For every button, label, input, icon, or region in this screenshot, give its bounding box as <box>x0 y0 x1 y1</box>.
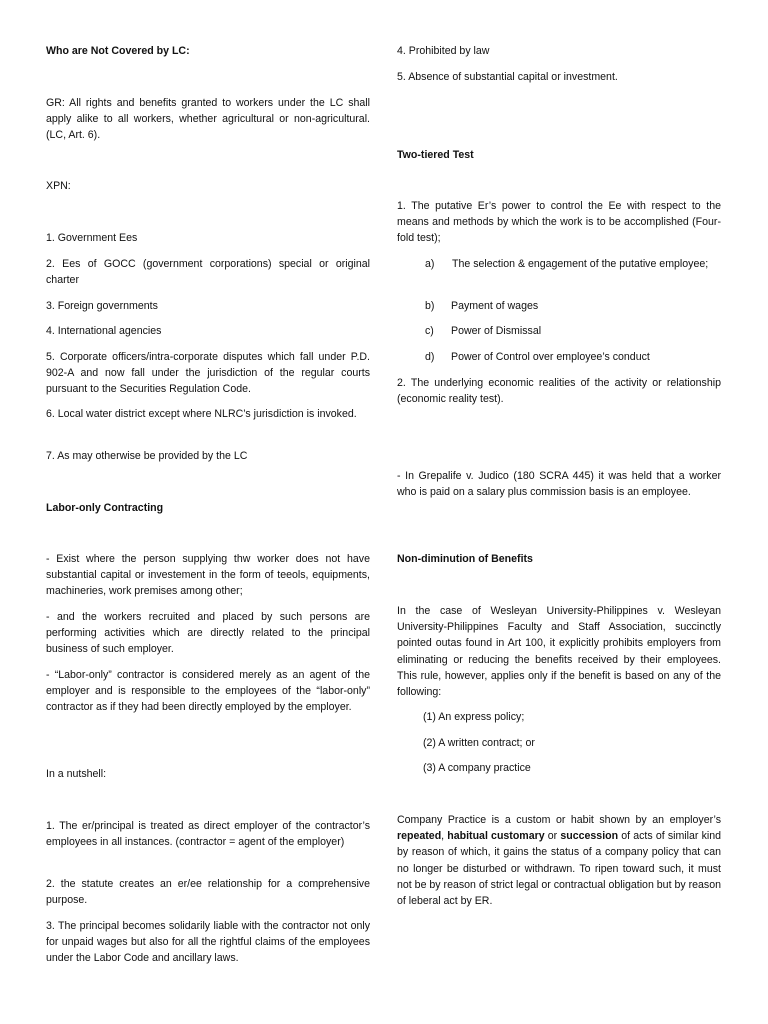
exception-item: 5. Corporate officers/intra-corporate disputes which fall under P.D. 902-A and now fall under the jurisdiction of the regular courts pursuant to the Securities Regulation Code. <box>46 351 370 396</box>
exception-item: 7. As may otherwise be provided by the LC <box>46 450 248 462</box>
labor-only-paragraph: - Exist where the person supplying thw worker does not have substantial capital or investement in the form of teeols, equipments, machineries, work premises among other; <box>46 553 370 598</box>
nutshell-label: In a nutshell: <box>46 768 107 780</box>
nutshell-item: 3. The principal becomes solidarily liable with the contractor not only for unpaid wages but also for all the rightful claims of the employees under the Labor Code and ancillary laws. <box>46 920 370 965</box>
exception-item: 4. Prohibited by law <box>397 45 490 57</box>
xpn-label: XPN: <box>46 180 71 192</box>
general-rule-paragraph: GR: All rights and benefits granted to workers under the LC shall apply alike to all workers, whether agricultural or non-agricultural. (LC, Art. 6). <box>46 97 370 142</box>
fourfold-item <box>397 256 721 272</box>
nutshell-item: 1. The er/principal is treated as direct employer of the contractor’s employees in all instances. (contractor = agent of the employer) <box>46 820 370 849</box>
nutshell-item: 2. the statute creates an er/ee relationship for a comprehensive purpose. <box>46 878 370 907</box>
heading-non-diminution: Non-diminution of Benefits <box>397 553 533 565</box>
cp-term-habitual: habitual customary <box>447 830 545 843</box>
exception-item: 1. Government Ees <box>46 232 138 244</box>
test-item-economic: 2. The underlying economic realities of the activity or relationship (economic reality test). <box>397 377 721 406</box>
fourfold-text: Payment of wages <box>451 300 539 312</box>
fourfold-text: Power of Control over employee’s conduct <box>451 351 650 363</box>
fourfold-item <box>397 349 721 365</box>
fourfold-label: d) <box>425 351 435 363</box>
fourfold-label: a) <box>425 258 435 270</box>
fourfold-text: The selection & engagement of the putative employee; <box>452 258 709 270</box>
exception-item: 2. Ees of GOCC (government corporations) special or original charter <box>46 258 370 287</box>
fourfold-label: c) <box>425 325 434 337</box>
exception-item: 5. Absence of substantial capital or investment. <box>397 71 618 83</box>
heading-not-covered: Who are Not Covered by LC: <box>46 45 190 57</box>
fourfold-item <box>397 323 721 339</box>
wesleyan-paragraph: In the case of Wesleyan University-Philippines v. Wesleyan University-Philippines Faculty and Staff Association, succinctly pointed outas found in Art 100, it explicitly prohibits employers from eliminating or reducing the benefits received by their employees. This rule, however, applies only if the benefit is based on any of the following: <box>397 605 721 699</box>
heading-labor-only: Labor-only Contracting <box>46 502 164 514</box>
basis-item: (1) An express policy; <box>423 711 525 723</box>
fourfold-text: Power of Dismissal <box>451 325 542 337</box>
labor-only-paragraph: - and the workers recruited and placed by such persons are performing activities which are directly related to the principal business of such employer. <box>46 611 370 656</box>
test-item-control: 1. The putative Er’s power to control the Ee with respect to the means and methods by which the work is to be accomplished (Four-fold test); <box>397 200 721 245</box>
fourfold-label: b) <box>425 300 435 312</box>
grepalife-paragraph: - In Grepalife v. Judico (180 SCRA 445) it was held that a worker who is paid on a salary plus commission basis is an employee. <box>397 470 721 499</box>
cp-text: of acts of similar kind by reason of which, it gains the status of a company policy that can no longer be disturbed or withdrawn. To ripen toward such, it must not be by reason of strict legal or contractual obligation but by reason of leberal act by ER. <box>397 830 722 908</box>
fourfold-item <box>397 298 721 314</box>
exception-item: 4. International agencies <box>46 325 162 337</box>
exception-item: 6. Local water district except where NLRC’s jurisdiction is invoked. <box>46 408 357 420</box>
cp-term-repeated: repeated <box>397 830 442 843</box>
cp-text: or <box>544 830 561 843</box>
cp-term-succession: succession <box>560 830 619 843</box>
cp-text: , <box>441 830 448 843</box>
basis-item: (3) A company practice <box>423 762 531 774</box>
labor-only-paragraph: - “Labor-only” contractor is considered merely as an agent of the employer and is responsible to the employees of the “labor-only” contractor as if they had been directly employed by the employer. <box>46 669 370 714</box>
company-practice-paragraph <box>397 812 721 909</box>
cp-text: Company Practice is a custom or habit shown by an employer’s <box>397 814 721 826</box>
heading-two-tiered-test: Two-tiered Test <box>397 149 474 161</box>
basis-item: (2) A written contract; or <box>423 737 535 749</box>
exception-item: 3. Foreign governments <box>46 300 158 312</box>
